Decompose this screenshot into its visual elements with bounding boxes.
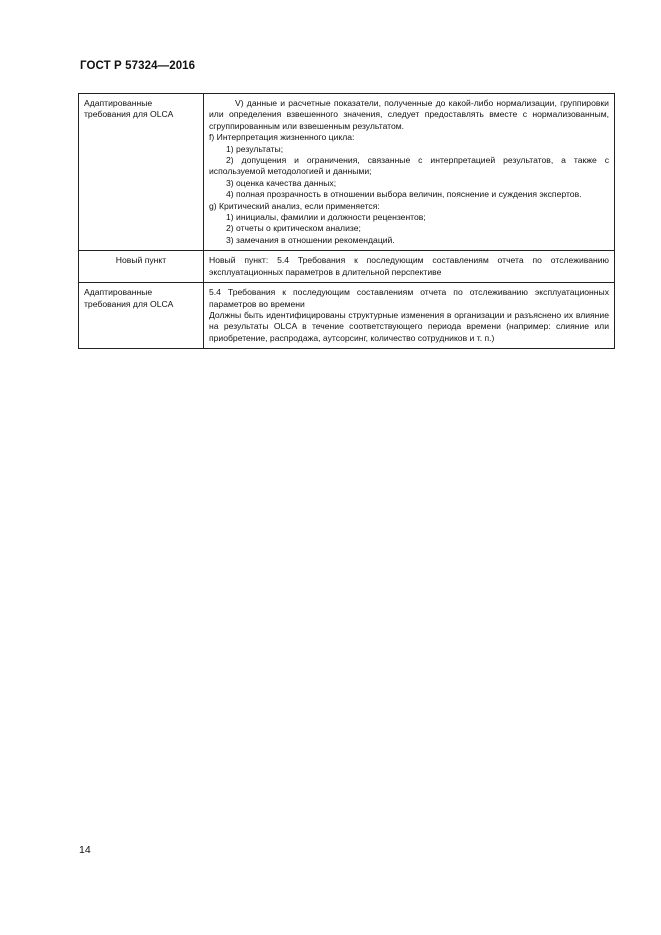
text-line: f) Интерпретация жизненного цикла: [209,132,355,143]
text-line: Должны быть идентифицированы структурные изменения в организации и разъяснено их влияние на результаты OLCA в течение соответствующего периода времени (например: слияние или приобретение, распродажа, аутсорсинг, количество сотрудников и т. п.) [209,309,609,343]
row-content [204,94,615,251]
text-line: 4) полная прозрачность в отношении выбора величин, пояснение и суждения экспертов. [226,189,582,200]
row-label: Адаптированные требования для OLCA [79,283,204,349]
row-content [204,283,615,349]
row-label: Новый пункт [79,251,204,283]
row-label: Адаптированные требования для OLCA [79,94,204,251]
text-line: 3) оценка качества данных; [226,177,337,188]
table-row [79,251,615,283]
text-line: Новый пункт: 5.4 Требования к последующим составлениям отчета по отслеживанию эксплуатационных параметров в длительной перспективе [209,255,609,277]
table-row [79,94,615,251]
text-line: g) Критический анализ, если применяется: [209,200,380,211]
text-line: 1) результаты; [226,143,284,154]
text-line: V) данные и расчетные показатели, полученные до какой-либо нормализации, группировки или определения взвешенного значения, следует предоставлять вместе с нормализованным, сгруппированным или взвешенным результатом. [209,98,609,131]
row-content [204,251,615,283]
text-line: 2) допущения и ограничения, связанные с интерпретацией результатов, а также с используемой методологией и данными; [209,155,609,177]
text-line: 2) отчеты о критическом анализе; [226,223,361,234]
table-row [79,283,615,349]
text-line: 3) замечания в отношении рекомендаций. [226,234,395,245]
text-line: 1) инициалы, фамилии и должности рецензентов; [226,212,426,223]
text-line: 5.4 Требования к последующим составлениям отчета по отслеживанию эксплуатационных параметров во времени [209,287,609,309]
page-number: 14 [79,844,91,856]
document-code: ГОСТ Р 57324—2016 [80,60,196,72]
comparison-table [78,93,615,349]
